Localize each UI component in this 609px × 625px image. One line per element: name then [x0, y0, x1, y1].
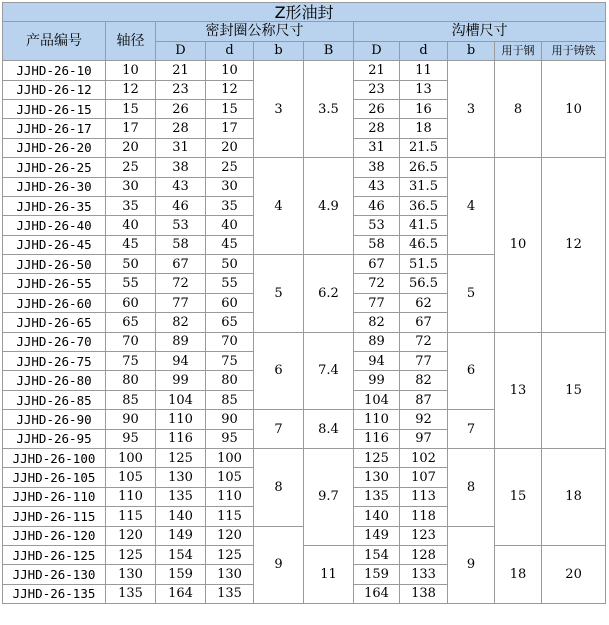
seal-D-cell: 94	[156, 352, 206, 371]
shaft-diameter-cell: 65	[106, 313, 156, 332]
seal-D-cell: 149	[156, 526, 206, 545]
product-code-cell: JJHD-26-20	[3, 138, 106, 157]
product-code-cell: JJHD-26-70	[3, 332, 106, 351]
header-seal-ring-size: 密封圈公称尺寸	[156, 22, 354, 41]
groove-d-cell: 107	[400, 468, 448, 487]
shaft-diameter-cell: 105	[106, 468, 156, 487]
seal-B-cell: 9.7	[304, 448, 354, 545]
seal-d-cell: 115	[206, 507, 254, 526]
table-body	[3, 61, 606, 604]
shaft-diameter-cell: 60	[106, 293, 156, 312]
seal-D-cell: 58	[156, 235, 206, 254]
groove-D-cell: 159	[354, 565, 400, 584]
for-cast-iron-cell: 12	[542, 158, 606, 333]
groove-b-cell: 5	[448, 255, 495, 333]
groove-D-cell: 82	[354, 313, 400, 332]
groove-D-cell: 154	[354, 545, 400, 564]
seal-d-cell: 70	[206, 332, 254, 351]
seal-d-cell: 30	[206, 177, 254, 196]
shaft-diameter-cell: 70	[106, 332, 156, 351]
shaft-diameter-cell: 20	[106, 138, 156, 157]
product-code-cell: JJHD-26-125	[3, 545, 106, 564]
seal-D-cell: 164	[156, 584, 206, 603]
table-row	[3, 332, 606, 351]
shaft-diameter-cell: 90	[106, 410, 156, 429]
shaft-diameter-cell: 115	[106, 507, 156, 526]
seal-D-cell: 130	[156, 468, 206, 487]
for-steel-cell: 10	[495, 158, 542, 333]
for-cast-iron-cell: 15	[542, 332, 606, 448]
seal-D-cell: 28	[156, 119, 206, 138]
product-code-cell: JJHD-26-90	[3, 410, 106, 429]
groove-b-cell: 8	[448, 448, 495, 526]
table-row	[3, 61, 606, 80]
product-code-cell: JJHD-26-120	[3, 526, 106, 545]
shaft-diameter-cell: 85	[106, 390, 156, 409]
groove-b-cell: 3	[448, 61, 495, 158]
shaft-diameter-cell: 125	[106, 545, 156, 564]
seal-d-cell: 25	[206, 158, 254, 177]
seal-D-cell: 89	[156, 332, 206, 351]
seal-d-cell: 100	[206, 448, 254, 467]
header-groove-d: d	[400, 41, 448, 60]
seal-d-cell: 75	[206, 352, 254, 371]
product-code-cell: JJHD-26-10	[3, 61, 106, 80]
shaft-diameter-cell: 95	[106, 429, 156, 448]
groove-D-cell: 23	[354, 80, 400, 99]
groove-D-cell: 164	[354, 584, 400, 603]
seal-b-cell: 5	[254, 255, 304, 333]
groove-D-cell: 99	[354, 371, 400, 390]
shaft-diameter-cell: 135	[106, 584, 156, 603]
seal-b-cell: 3	[254, 61, 304, 158]
product-code-cell: JJHD-26-135	[3, 584, 106, 603]
groove-d-cell: 128	[400, 545, 448, 564]
groove-D-cell: 149	[354, 526, 400, 545]
seal-B-cell: 11	[304, 545, 354, 603]
groove-d-cell: 92	[400, 410, 448, 429]
seal-d-cell: 80	[206, 371, 254, 390]
product-code-cell: JJHD-26-85	[3, 390, 106, 409]
seal-D-cell: 53	[156, 216, 206, 235]
product-code-cell: JJHD-26-50	[3, 255, 106, 274]
table-title: Z形油封	[3, 3, 606, 22]
header-groove-b: b	[448, 41, 495, 60]
seal-B-cell: 7.4	[304, 332, 354, 410]
seal-b-cell: 4	[254, 158, 304, 255]
seal-D-cell: 116	[156, 429, 206, 448]
groove-D-cell: 46	[354, 196, 400, 215]
seal-B-cell: 8.4	[304, 410, 354, 449]
seal-D-cell: 82	[156, 313, 206, 332]
seal-D-cell: 43	[156, 177, 206, 196]
product-code-cell: JJHD-26-35	[3, 196, 106, 215]
seal-D-cell: 99	[156, 371, 206, 390]
product-code-cell: JJHD-26-100	[3, 448, 106, 467]
product-code-cell: JJHD-26-17	[3, 119, 106, 138]
seal-d-cell: 130	[206, 565, 254, 584]
shaft-diameter-cell: 10	[106, 61, 156, 80]
seal-b-cell: 8	[254, 448, 304, 526]
seal-d-cell: 55	[206, 274, 254, 293]
header-seal-d: d	[206, 41, 254, 60]
groove-D-cell: 125	[354, 448, 400, 467]
seal-D-cell: 26	[156, 99, 206, 118]
groove-D-cell: 72	[354, 274, 400, 293]
for-steel-cell: 13	[495, 332, 542, 448]
groove-d-cell: 138	[400, 584, 448, 603]
seal-D-cell: 46	[156, 196, 206, 215]
groove-D-cell: 130	[354, 468, 400, 487]
seal-D-cell: 77	[156, 293, 206, 312]
groove-D-cell: 31	[354, 138, 400, 157]
seal-D-cell: 23	[156, 80, 206, 99]
product-code-cell: JJHD-26-105	[3, 468, 106, 487]
product-code-cell: JJHD-26-130	[3, 565, 106, 584]
table-row	[3, 545, 606, 564]
product-code-cell: JJHD-26-45	[3, 235, 106, 254]
header-for-cast-iron: 用于铸铁	[542, 41, 606, 60]
groove-D-cell: 67	[354, 255, 400, 274]
seal-d-cell: 15	[206, 99, 254, 118]
shaft-diameter-cell: 110	[106, 487, 156, 506]
table-row	[3, 448, 606, 467]
seal-D-cell: 21	[156, 61, 206, 80]
groove-D-cell: 21	[354, 61, 400, 80]
groove-d-cell: 41.5	[400, 216, 448, 235]
seal-d-cell: 95	[206, 429, 254, 448]
seal-d-cell: 120	[206, 526, 254, 545]
groove-d-cell: 77	[400, 352, 448, 371]
seal-d-cell: 10	[206, 61, 254, 80]
seal-d-cell: 35	[206, 196, 254, 215]
product-code-cell: JJHD-26-115	[3, 507, 106, 526]
product-code-cell: JJHD-26-110	[3, 487, 106, 506]
seal-D-cell: 159	[156, 565, 206, 584]
product-code-cell: JJHD-26-95	[3, 429, 106, 448]
groove-d-cell: 72	[400, 332, 448, 351]
groove-D-cell: 89	[354, 332, 400, 351]
groove-d-cell: 82	[400, 371, 448, 390]
groove-b-cell: 7	[448, 410, 495, 449]
product-code-cell: JJHD-26-30	[3, 177, 106, 196]
shaft-diameter-cell: 100	[106, 448, 156, 467]
shaft-diameter-cell: 130	[106, 565, 156, 584]
product-code-cell: JJHD-26-65	[3, 313, 106, 332]
shaft-diameter-cell: 25	[106, 158, 156, 177]
seal-d-cell: 17	[206, 119, 254, 138]
seal-d-cell: 12	[206, 80, 254, 99]
groove-d-cell: 123	[400, 526, 448, 545]
groove-D-cell: 140	[354, 507, 400, 526]
seal-D-cell: 31	[156, 138, 206, 157]
shaft-diameter-cell: 12	[106, 80, 156, 99]
seal-d-cell: 20	[206, 138, 254, 157]
shaft-diameter-cell: 15	[106, 99, 156, 118]
seal-d-cell: 60	[206, 293, 254, 312]
groove-d-cell: 113	[400, 487, 448, 506]
for-cast-iron-cell: 10	[542, 61, 606, 158]
product-code-cell: JJHD-26-55	[3, 274, 106, 293]
groove-D-cell: 77	[354, 293, 400, 312]
shaft-diameter-cell: 80	[106, 371, 156, 390]
groove-d-cell: 18	[400, 119, 448, 138]
for-steel-cell: 8	[495, 61, 542, 158]
for-steel-cell: 15	[495, 448, 542, 545]
shaft-diameter-cell: 40	[106, 216, 156, 235]
shaft-diameter-cell: 75	[106, 352, 156, 371]
shaft-diameter-cell: 120	[106, 526, 156, 545]
oil-seal-spec-table	[2, 2, 606, 604]
groove-D-cell: 116	[354, 429, 400, 448]
seal-d-cell: 85	[206, 390, 254, 409]
header-product-code: 产品编号	[3, 22, 106, 61]
seal-d-cell: 90	[206, 410, 254, 429]
seal-D-cell: 38	[156, 158, 206, 177]
seal-D-cell: 125	[156, 448, 206, 467]
shaft-diameter-cell: 45	[106, 235, 156, 254]
seal-D-cell: 67	[156, 255, 206, 274]
groove-D-cell: 104	[354, 390, 400, 409]
groove-d-cell: 36.5	[400, 196, 448, 215]
product-code-cell: JJHD-26-15	[3, 99, 106, 118]
seal-B-cell: 3.5	[304, 61, 354, 158]
shaft-diameter-cell: 30	[106, 177, 156, 196]
groove-d-cell: 102	[400, 448, 448, 467]
seal-D-cell: 140	[156, 507, 206, 526]
groove-d-cell: 31.5	[400, 177, 448, 196]
seal-d-cell: 40	[206, 216, 254, 235]
groove-d-cell: 87	[400, 390, 448, 409]
groove-d-cell: 26.5	[400, 158, 448, 177]
groove-D-cell: 110	[354, 410, 400, 429]
groove-D-cell: 28	[354, 119, 400, 138]
groove-d-cell: 51.5	[400, 255, 448, 274]
product-code-cell: JJHD-26-25	[3, 158, 106, 177]
groove-D-cell: 58	[354, 235, 400, 254]
seal-B-cell: 6.2	[304, 255, 354, 333]
header-groove-D: D	[354, 41, 400, 60]
groove-d-cell: 21.5	[400, 138, 448, 157]
header-seal-b: b	[254, 41, 304, 60]
seal-D-cell: 110	[156, 410, 206, 429]
product-code-cell: JJHD-26-75	[3, 352, 106, 371]
for-steel-cell: 18	[495, 545, 542, 603]
groove-D-cell: 135	[354, 487, 400, 506]
header-shaft-diameter: 轴径	[106, 22, 156, 61]
groove-D-cell: 43	[354, 177, 400, 196]
for-cast-iron-cell: 20	[542, 545, 606, 603]
seal-b-cell: 6	[254, 332, 304, 410]
groove-d-cell: 46.5	[400, 235, 448, 254]
shaft-diameter-cell: 55	[106, 274, 156, 293]
groove-d-cell: 118	[400, 507, 448, 526]
shaft-diameter-cell: 50	[106, 255, 156, 274]
groove-d-cell: 16	[400, 99, 448, 118]
groove-d-cell: 13	[400, 80, 448, 99]
groove-d-cell: 133	[400, 565, 448, 584]
product-code-cell: JJHD-26-40	[3, 216, 106, 235]
shaft-diameter-cell: 17	[106, 119, 156, 138]
header-seal-B: B	[304, 41, 354, 60]
seal-D-cell: 72	[156, 274, 206, 293]
groove-D-cell: 38	[354, 158, 400, 177]
groove-b-cell: 6	[448, 332, 495, 410]
header-seal-D: D	[156, 41, 206, 60]
seal-d-cell: 105	[206, 468, 254, 487]
seal-b-cell: 9	[254, 526, 304, 604]
seal-D-cell: 104	[156, 390, 206, 409]
seal-B-cell: 4.9	[304, 158, 354, 255]
groove-b-cell: 4	[448, 158, 495, 255]
product-code-cell: JJHD-26-80	[3, 371, 106, 390]
seal-b-cell: 7	[254, 410, 304, 449]
seal-d-cell: 50	[206, 255, 254, 274]
groove-b-cell: 9	[448, 526, 495, 604]
groove-d-cell: 67	[400, 313, 448, 332]
seal-D-cell: 135	[156, 487, 206, 506]
product-code-cell: JJHD-26-60	[3, 293, 106, 312]
groove-d-cell: 11	[400, 61, 448, 80]
header-groove-size: 沟槽尺寸	[354, 22, 606, 41]
product-code-cell: JJHD-26-12	[3, 80, 106, 99]
seal-D-cell: 154	[156, 545, 206, 564]
seal-d-cell: 65	[206, 313, 254, 332]
groove-D-cell: 94	[354, 352, 400, 371]
groove-d-cell: 97	[400, 429, 448, 448]
groove-D-cell: 26	[354, 99, 400, 118]
for-cast-iron-cell: 18	[542, 448, 606, 545]
seal-d-cell: 45	[206, 235, 254, 254]
shaft-diameter-cell: 35	[106, 196, 156, 215]
table-row	[3, 158, 606, 177]
header-for-steel: 用于钢	[495, 41, 542, 60]
seal-d-cell: 135	[206, 584, 254, 603]
groove-d-cell: 62	[400, 293, 448, 312]
seal-d-cell: 125	[206, 545, 254, 564]
groove-d-cell: 56.5	[400, 274, 448, 293]
groove-D-cell: 53	[354, 216, 400, 235]
seal-d-cell: 110	[206, 487, 254, 506]
